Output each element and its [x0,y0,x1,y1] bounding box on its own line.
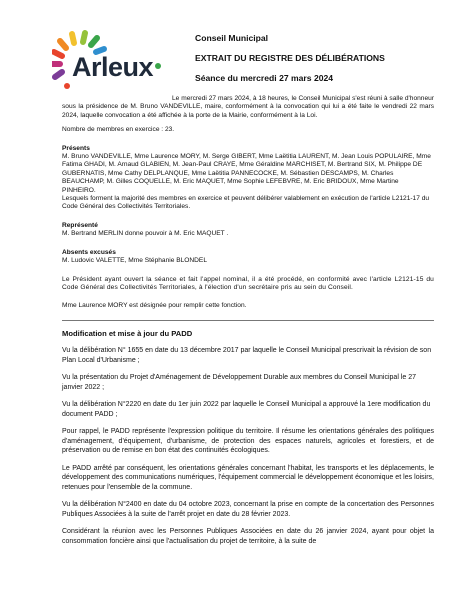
secretaire-paragraph: Mme Laurence MORY est désignée pour remplir cette fonction. [62,302,247,310]
extract-title: EXTRAIT DU REGISTRE DES DÉLIBÉRATIONS [195,53,385,63]
deliberation-paragraph: Vu la délibération N°2220 en date du 1er juin 2022 par laquelle le Conseil Municipal a approuvé la 1ere modification du document PADD ; [62,401,431,418]
represente-text: M. Bertrand MERLIN donne pouvoir à M. Eric MAQUET . [62,230,229,238]
deliberation-paragraph: Vu la délibération N° 1655 en date du 13 décembre 2017 par laquelle le Conseil Municipal prescrivait la révision de son Plan Local d'Urbanisme ; [62,347,432,364]
intro-paragraph: Le mercredi 27 mars 2024, à 18 heures, le Conseil Municipal s'est réuni à salle d'honneur sous la présidence de M. Bruno VANDEVILLE, maire, conformément à la convocation qui lui a été faite le vendredi 22 mars 2024, laquelle convocation a été affichée à la porte de la Mairie, conformément à la Loi. [62,95,434,119]
absents-text: M. Ludovic VALETTE, Mme Stéphanie BLONDEL [62,257,208,265]
section-title: Modification et mise à jour du PADD [62,328,193,338]
members-count: Nombre de membres en exercice : 23. [62,126,175,134]
presents-note: Lesquels forment la majorité des membres en exercice et peuvent délibérer valablement en exécution de l'article L2121-17 du Code Général des Collectivités Territoriales. [62,195,430,211]
deliberation-paragraph: Vu la délibération N°2400 en date du 04 octobre 2023, concernant la prise en compte de la concertation des Personnes Publiques Associées à la suite de l'arrêt projet en date du 28 février 2023. [62,501,434,518]
divider [62,320,434,321]
deliberation-paragraph: Pour rappel, le PADD représente l'expression politique du territoire. Il résume les orientations générales des politiques d'aménagement, d'équipement, d'urbanisme, de protection des espaces naturels, agricoles et forestiers, et de préservation ou de remise en bon état des continuités écologiques. [62,428,434,455]
deliberation-paragraph: Vu la présentation du Projet d'Aménagement de Développement Durable aux membres du Conseil Municipal le 27 janvier 2022 ; [62,374,417,391]
council-title: Conseil Municipal [195,33,269,43]
appel-paragraph: Le Président ayant ouvert la séance et fait l'appel nominal, il a été procédé, en conformité avec l'article L2121-15 du Code Général des Collectivités Territoriales, à l'élection d'un secrétaire pris au sein du Conseil. [62,275,434,291]
absents-heading: Absents excusés [62,248,116,256]
arleux-logo [52,30,170,102]
document-header [195,33,435,93]
represente-heading: Représenté [62,221,98,229]
session-title: Séance du mercredi 27 mars 2024 [195,73,334,83]
deliberation-paragraph: Considérant la réunion avec les Personnes Publiques Associées en date du 26 janvier 2024, ayant pour objet la consommation foncière ainsi que l'actualisation du projet de territoire, à la suite de [62,528,434,545]
logo-text: Arleux [72,52,154,82]
presents-heading: Présents [62,144,90,152]
presents-list: M. Bruno VANDEVILLE, Mme Laurence MORY, M. Serge GIBERT, Mme Laëtitia LAURENT, M. Jean Louis POPULAIRE, Mme Fatima GHADI, M. Arnaud GLABIEN, M. Jean-Paul CRAYE, Mme Géraldine MARCHISET, M. Bertrand SIX, M. Philippe DE GUBERNATIS, Mme Cathy DELPLANQUE, Mme Laëtitia PANNECOCKE, M. Sébastien DESCAMPS, M. Charles BEAUCHAMP, M. Gilles COQUELLE, M. Eric MAQUET, Mme Sophie LEFEBVRE, M. Eric BRIDOUX, Mme Martine PINHEIRO. [62,153,431,194]
deliberation-paragraph: Le PADD arrêté par conséquent, les orientations générales concernant l'habitat, les transports et les déplacements, le développement des communications numériques, l'équipement commercial le développement économique et les loisirs, retenues pour l'ensemble de la commune. [62,464,434,491]
document-body [62,95,434,546]
